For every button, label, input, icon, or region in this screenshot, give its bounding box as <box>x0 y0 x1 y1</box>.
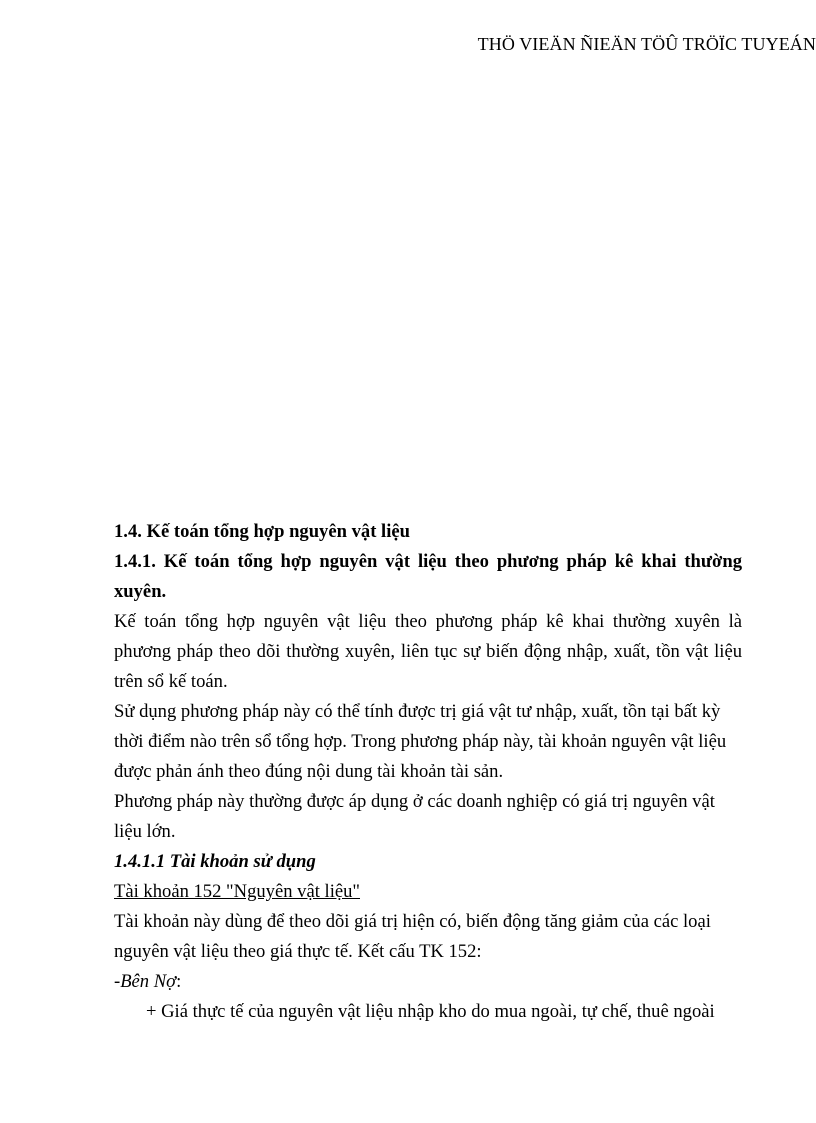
paragraph-1-line-3: trên sổ kế toán. <box>114 671 228 692</box>
paragraph-1-line-2: phương pháp theo dõi thường xuyên, liên tục sự biến động nhập, xuất, tồn vật liệu <box>114 641 742 662</box>
debit-bullet-1: + Giá thực tế của nguyên vật liệu nhập kho do mua ngoài, tự chế, thuê ngoài <box>146 1001 715 1022</box>
paragraph-2-line-2: thời điểm nào trên sổ tổng hợp. Trong phương pháp này, tài khoản nguyên vật liệu <box>114 731 727 752</box>
paragraph-2-line-1: Sử dụng phương pháp này có thể tính được trị giá vật tư nhập, xuất, tồn tại bất kỳ <box>114 701 721 722</box>
account-title-line <box>114 877 742 907</box>
running-header: THÖ VIEÄN ÑIEÄN TÖÛ TRÖÏC TUYEÁN <box>477 34 816 54</box>
section-heading-1-4-1-line1: 1.4.1. Kế toán tổng hợp nguyên vật liệu theo phương pháp kê khai thường <box>114 551 742 572</box>
subsection-heading-1-4-1-1: 1.4.1.1 Tài khoản sử dụng <box>114 851 316 872</box>
paragraph-4-line-2: nguyên vật liệu theo giá thực tế. Kết cấu TK 152: <box>114 941 482 962</box>
account-title: Tài khoản 152 "Nguyên vật liệu" <box>114 881 360 902</box>
debit-side-colon: : <box>176 971 182 992</box>
paragraph-3-line-1: Phương pháp này thường được áp dụng ở các doanh nghiệp có giá trị nguyên vật <box>114 791 715 812</box>
paragraph-1-line-1: Kế toán tổng hợp nguyên vật liệu theo phương pháp kê khai thường xuyên là <box>114 611 742 632</box>
debit-side-line <box>114 967 742 997</box>
section-heading-1-4: 1.4. Kế toán tổng hợp nguyên vật liệu <box>114 521 410 542</box>
paragraph-2-line-3: được phản ánh theo đúng nội dung tài khoản tài sản. <box>114 761 504 782</box>
document-body <box>114 517 742 1027</box>
debit-side-label: -Bên Nợ <box>114 971 177 992</box>
paragraph-4-line-1: Tài khoản này dùng để theo dõi giá trị hiện có, biến động tăng giảm của các loại <box>114 911 711 932</box>
paragraph-3-line-2: liệu lớn. <box>114 821 176 842</box>
section-heading-1-4-1-line2: xuyên. <box>114 581 167 602</box>
